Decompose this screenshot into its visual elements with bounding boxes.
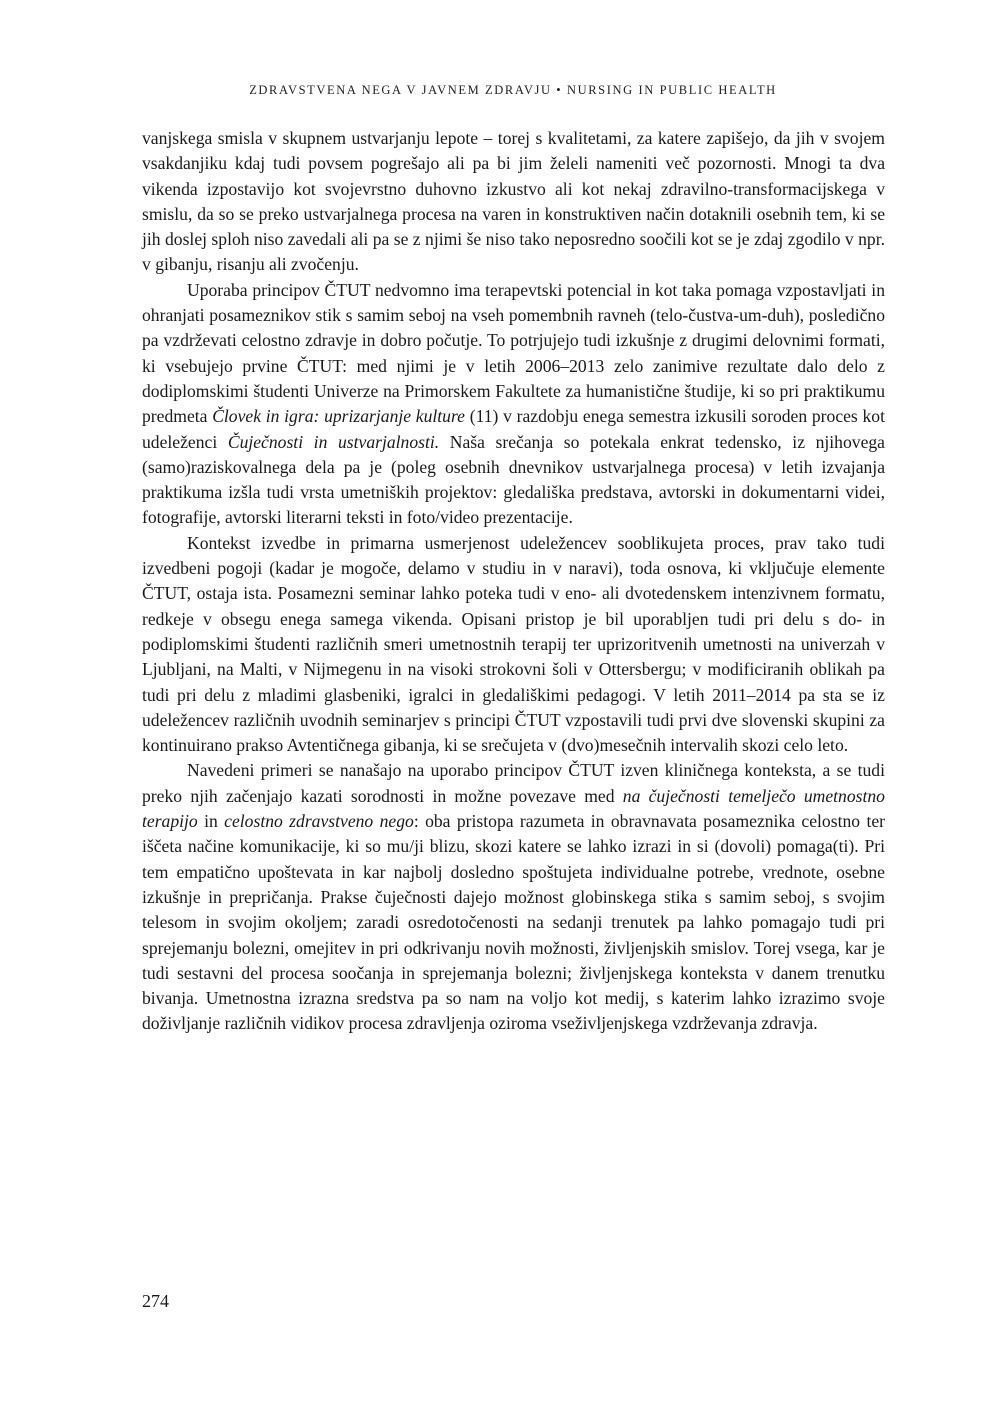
paragraph-2-text-b: (11) v razdobju enega semestra izkusili soroden proces kot udeleženci — [142, 406, 885, 452]
page-number: 274 — [142, 1291, 169, 1311]
course-title-emphasis: Človek in igra: uprizarjanje kulture — [212, 406, 465, 427]
paragraph-2-text-c: Naša srečanja so potekala enkrat tedensko, iz njihovega (samo)raziskovalnega dela pa je (poleg osebnih dnevnikov ustvarjalnega procesa) v letih izvajanja praktikuma izšla tudi vrsta umetniških projektov: gledališka predstava, avtorski in dokumentarni videi, fotografije, avtorski literarni teksti in foto/video prezentacije. — [142, 431, 885, 528]
running-head: ZDRAVSTVENA NEGA V JAVNEM ZDRAVJU • NURSING IN PUBLIC HEALTH — [249, 83, 777, 97]
paragraph-4-text-c: : oba pristopa razumeta in obravnavata posameznika celostno ter iščeta načine komunikacije, ki so mu/ji blizu, skozi katere se lahko izrazi in si (dovoli) pomaga(ti). Pri tem empatično upoštevata in kar najbolj dosledno spoštujeta individualne potrebe, vrednote, osebne izkušnje in prepričanja. Prakse čuječnosti dajejo možnost globinskega stika s samim seboj, s svojim telesom in svojim okoljem; zaradi osredotočenosti na sedanji trenutek pa lahko pomagajo tudi pri sprejemanju bolezni, omejitev in pri odkrivanju novih možnosti, življenjskih smislov. Torej vsega, kar je tudi sestavni del procesa soočanja in sprejemanja bolezni; življenjskega konteksta v danem trenutku bivanja. Umetnostna izrazna sredstva pa so nam na voljo kot medij, s katerim lahko izrazimo svoje doživljanje različnih vidikov procesa zdravljenja oziroma vseživljenjskega vzdrževanja zdravja. — [142, 811, 885, 1034]
paragraph-1: vanjskega smisla v skupnem ustvarjanju lepote – torej s kvalitetami, za katere zapišejo, da jih v svojem vsakdanjiku kdaj tudi povsem pogrešajo ali pa bi jim želeli nameniti več pozornosti. Mnogi ta dva vikenda izpostavijo kot svojevrstno duhovno izkustvo ali kot nekaj zdravilno-transformacijskega v smislu, da so se preko ustvarjalnega procesa na varen in konstruktiven način dotaknili osebnih tem, ki se jih doslej sploh niso zavedali ali pa se z njimi še niso tako neposredno soočili kot se je zdaj zgodilo v npr. v gibanju, risanju ali zvočenju. — [142, 128, 885, 275]
paragraph-4-text-a: Navedeni primeri se nanašajo na uporabo principov ČTUT izven kliničnega konteksta, a se tudi preko njih začenjajo kazati sorodnosti in možne povezave med — [142, 760, 885, 806]
program-title-emphasis: Čuječnosti in ustvarjalnosti. — [227, 431, 440, 452]
therapy-term-emphasis: na čuječnosti temelječo umetnostno terapijo — [142, 785, 885, 832]
nursing-term-emphasis: celostno zdravstveno nego — [224, 811, 414, 832]
paragraph-2-text-a: Uporaba principov ČTUT nedvomno ima terapevtski potencial in kot taka pomaga vzpostavljati in ohranjati posameznikov stik s samim seboj na vseh pomembnih ravneh (telo-čustva-um-duh), posledično pa vzdrževati celostno zdravje in dobro počutje. To potrjujejo tudi izkušnje z drugimi delovnimi formati, ki vsebujejo prvine ČTUT: med njimi je v letih 2006–2013 zelo zanimive rezultate dalo delo z dodiplomskimi študenti Univerze na Primorskem Fakultete za humanistične študije, ki so pri praktikumu predmeta — [142, 279, 885, 427]
paragraph-4 — [142, 758, 885, 1036]
paragraph-2 — [142, 278, 885, 531]
paragraph-4-text-b: in — [197, 811, 225, 832]
paragraph-3: Kontekst izvedbe in primarna usmerjenost udeležencev sooblikujeta proces, prav tako tudi izvedbeni pogoji (kadar je mogoče, delamo v studiu in v naravi), toda osnova, ki vključuje elemente ČTUT, ostaja ista. Posamezni seminar lahko poteka tudi v eno- ali dvotedenskem intenzivnem formatu, redkeje v obsegu enega samega vikenda. Opisani pristop je bil uporabljen tudi pri delu s do- in podiplomskimi študenti različnih smeri umetnostnih terapij ter uprizoritvenih umetnosti na univerzah v Ljubljani, na Malti, v Nijmegenu in na visoki strokovni šoli v Ottersbergu; v modificiranih oblikah pa tudi pri delu z mladimi glasbeniki, igralci in gledališkimi pedagogi. V letih 2011–2014 pa sta se iz udeležencev različnih uvodnih seminarjev s principi ČTUT vzpostavili tudi prvi dve slovenski skupini za kontinuirano prakso Avtentičnega gibanja, ki se srečujeta v (dvo)mesečnih intervalih skozi celo leto. — [142, 532, 885, 756]
body-text — [142, 126, 885, 1037]
